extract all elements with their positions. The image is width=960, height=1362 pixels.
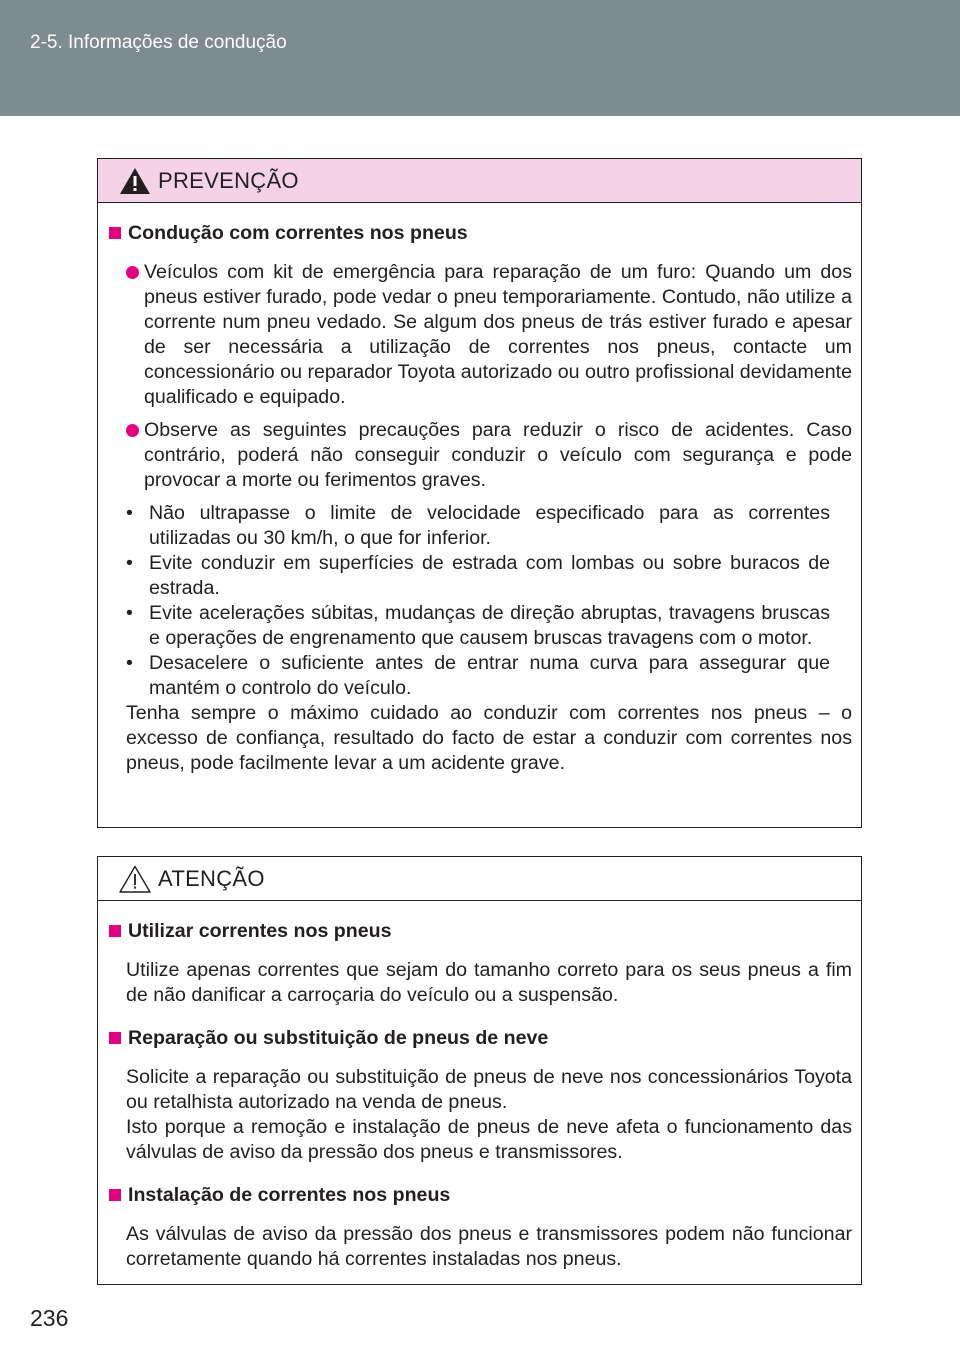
warning-sub-item-text: Desacelere o suficiente antes de entrar numa curva para assegurar que mantém o controlo do veículo. — [149, 652, 830, 699]
warning-section-heading — [109, 221, 852, 246]
notice-box-header — [98, 857, 861, 901]
warning-sub-item — [109, 501, 852, 551]
square-bullet-icon — [109, 1032, 121, 1044]
section-header-bar — [0, 0, 960, 116]
warning-bullet — [109, 260, 852, 410]
notice-paragraph: Utilize apenas correntes que sejam do tamanho correto para os seus pneus a fim de não danificar a carroçaria do veículo ou a suspensão. — [126, 959, 852, 1006]
warning-bullet-text: Veículos com kit de emergência para reparação de um furo: Quando um dos pneus estiver furado, pode vedar o pneu temporariamente. Contudo, não utilize a corrente num pneu vedado. Se algum dos pneus de trás estiver furado e apesar de ser necessária a utilização de correntes nos pneus, contacte um concessionário ou reparador Toyota autorizado ou outro profissional devidamente qualificado e equipado. — [144, 261, 852, 408]
square-bullet-icon — [109, 1189, 121, 1201]
circle-bullet-icon — [126, 266, 139, 279]
square-bullet-icon — [109, 925, 121, 937]
warning-box-header — [98, 159, 861, 203]
notice-paragraph: Solicite a reparação ou substituição de pneus de neve nos concessionários Toyota ou retalhista autorizado na venda de pneus. — [126, 1066, 852, 1113]
warning-bullet-text: Observe as seguintes precauções para reduzir o risco de acidentes. Caso contrário, poderá não conseguir conduzir o veículo com segurança e pode provocar a morte ou ferimentos graves. — [144, 419, 852, 491]
warning-box-content — [98, 203, 861, 776]
notice-paragraph: As válvulas de aviso da pressão dos pneus e transmissores podem não funcionar corretamente quando há correntes instaladas nos pneus. — [126, 1223, 852, 1270]
notice-section-title: Utilizar correntes nos pneus — [128, 920, 392, 942]
warning-sub-item — [109, 651, 852, 701]
warning-sub-item-text: Não ultrapasse o limite de velocidade especificado para as correntes utilizadas ou 30 km/h, o que for inferior. — [149, 502, 830, 549]
warning-box-title: PREVENÇÃO — [158, 167, 299, 193]
notice-section-title: Instalação de correntes nos pneus — [128, 1184, 451, 1206]
warning-sub-item-text: Evite conduzir em superfícies de estrada com lombas ou sobre buracos de estrada. — [149, 552, 830, 599]
sub-item-dot: • — [126, 552, 133, 574]
circle-bullet-icon — [126, 424, 139, 437]
notice-box — [97, 856, 862, 1285]
warning-sub-item — [109, 601, 852, 651]
warning-triangle-outline-icon — [118, 864, 152, 894]
notice-box-title: ATENÇÃO — [158, 865, 265, 891]
notice-paragraph: Isto porque a remoção e instalação de pneus de neve afeta o funcionamento das válvulas de aviso da pressão dos pneus e transmissores. — [126, 1116, 852, 1163]
warning-sub-item — [109, 551, 852, 601]
warning-closing-text: Tenha sempre o máximo cuidado ao conduzir com correntes nos pneus – o excesso de confiança, resultado do facto de estar a conduzir com correntes nos pneus, pode facilmente levar a um acidente grave. — [126, 702, 852, 774]
notice-section-title: Reparação ou substituição de pneus de neve — [128, 1027, 549, 1049]
warning-triangle-filled-icon — [118, 166, 152, 196]
warning-box — [97, 158, 862, 828]
warning-bullet — [109, 418, 852, 493]
page-number: 236 — [30, 1305, 69, 1331]
sub-item-dot: • — [126, 502, 133, 524]
notice-section-heading — [109, 1183, 852, 1208]
square-bullet-icon — [109, 227, 121, 239]
sub-item-dot: • — [126, 602, 133, 624]
notice-box-content — [98, 901, 861, 1272]
sub-item-dot: • — [126, 652, 133, 674]
warning-section-title: Condução com correntes nos pneus — [128, 222, 468, 244]
section-title: 2-5. Informações de condução — [30, 32, 287, 53]
notice-section-heading — [109, 919, 852, 944]
warning-sub-item-text: Evite acelerações súbitas, mudanças de direção abruptas, travagens bruscas e operações de engrenamento que causem bruscas travagens com o motor. — [149, 602, 830, 649]
notice-section-heading — [109, 1026, 852, 1051]
